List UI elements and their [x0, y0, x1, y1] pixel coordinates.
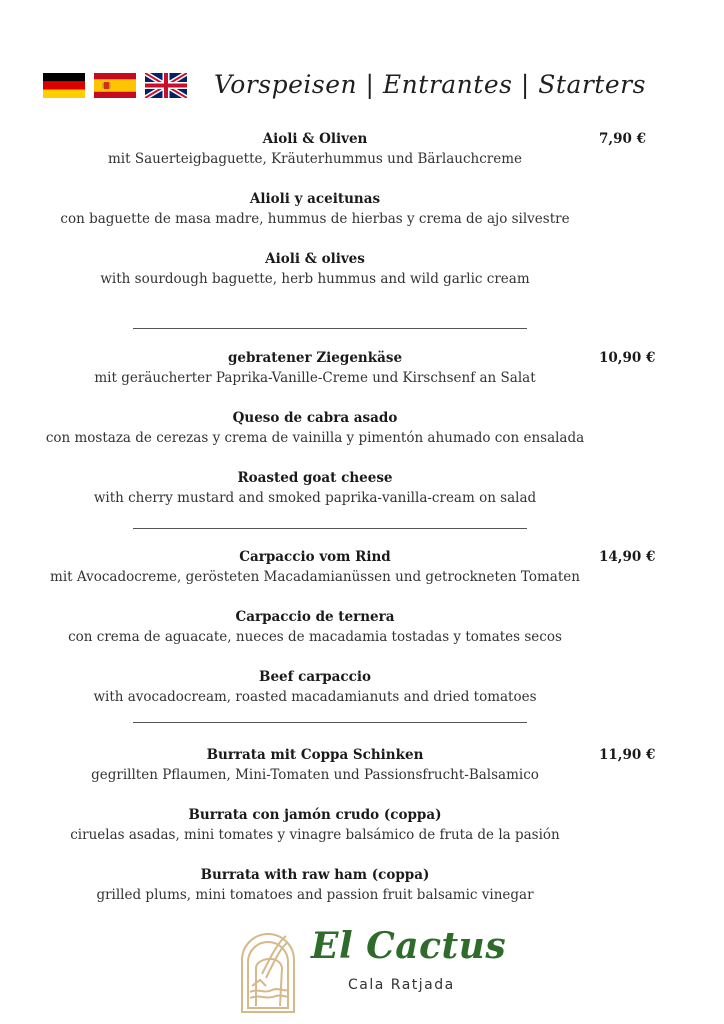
item-name-de: Carpaccio vom Rind	[239, 549, 391, 565]
item-name-es: Alioli y aceitunas	[249, 191, 381, 207]
cactus-logo-icon	[236, 928, 300, 1014]
item-name-en: Aioli & olives	[265, 251, 365, 267]
item-desc-de: mit geräucherter Paprika-Vanille-Creme und Kirschsenf an Salat	[94, 370, 536, 386]
item-name-de: Aioli & Oliven	[262, 131, 368, 147]
menu-item-goat-cheese	[0, 348, 630, 508]
item-price: 10,90 €	[599, 350, 656, 366]
item-name-de: gebratener Ziegenkäse	[227, 350, 403, 366]
menu-item-burrata	[0, 745, 630, 905]
section-title: Vorspeisen | Entrantes | Starters	[214, 70, 646, 99]
item-name-en: Roasted goat cheese	[237, 470, 393, 486]
item-name-es: Carpaccio de ternera	[235, 609, 395, 625]
item-desc-en: with avocadocream, roasted macadamianuts and dried tomatoes	[93, 689, 537, 705]
item-desc-de: gegrillten Pflaumen, Mini-Tomaten und Passionsfrucht-Balsamico	[91, 767, 539, 783]
item-name-en: Beef carpaccio	[259, 669, 371, 685]
divider	[133, 528, 527, 529]
item-name-de: Burrata mit Coppa Schinken	[206, 747, 424, 763]
item-price: 14,90 €	[599, 549, 656, 565]
item-desc-es: con baguette de masa madre, hummus de hierbas y crema de ajo silvestre	[60, 211, 570, 227]
item-name-es: Queso de cabra asado	[232, 410, 398, 426]
item-desc-de: mit Sauerteigbaguette, Kräuterhummus und Bärlauchcreme	[108, 151, 522, 167]
item-desc-es: con mostaza de cerezas y crema de vainilla y pimentón ahumado con ensalada	[45, 430, 585, 446]
uk-flag-icon[interactable]	[145, 73, 187, 98]
item-name-en: Burrata with raw ham (coppa)	[200, 867, 430, 883]
menu-item-carpaccio	[0, 547, 630, 707]
item-desc-en: with cherry mustard and smoked paprika-vanilla-cream on salad	[93, 490, 537, 506]
menu-item-aioli	[0, 129, 630, 289]
brand-location: Cala Ratjada	[348, 977, 455, 993]
item-desc-en: grilled plums, mini tomatoes and passion fruit balsamic vinegar	[96, 887, 534, 903]
item-desc-es: con crema de aguacate, nueces de macadamia tostadas y tomates secos	[68, 629, 562, 645]
item-price: 7,90 €	[599, 131, 646, 147]
item-name-es: Burrata con jamón crudo (coppa)	[188, 807, 442, 823]
divider	[133, 328, 527, 329]
spain-flag-icon[interactable]	[94, 73, 136, 98]
brand-name: El Cactus	[311, 925, 507, 967]
item-desc-es: ciruelas asadas, mini tomates y vinagre balsámico de fruta de la pasión	[70, 827, 560, 843]
divider	[133, 722, 527, 723]
item-price: 11,90 €	[599, 747, 656, 763]
item-desc-en: with sourdough baguette, herb hummus and wild garlic cream	[100, 271, 530, 287]
language-flags	[43, 73, 187, 98]
item-desc-de: mit Avocadocreme, gerösteten Macadamianüssen und getrockneten Tomaten	[50, 569, 580, 585]
germany-flag-icon[interactable]	[43, 73, 85, 98]
